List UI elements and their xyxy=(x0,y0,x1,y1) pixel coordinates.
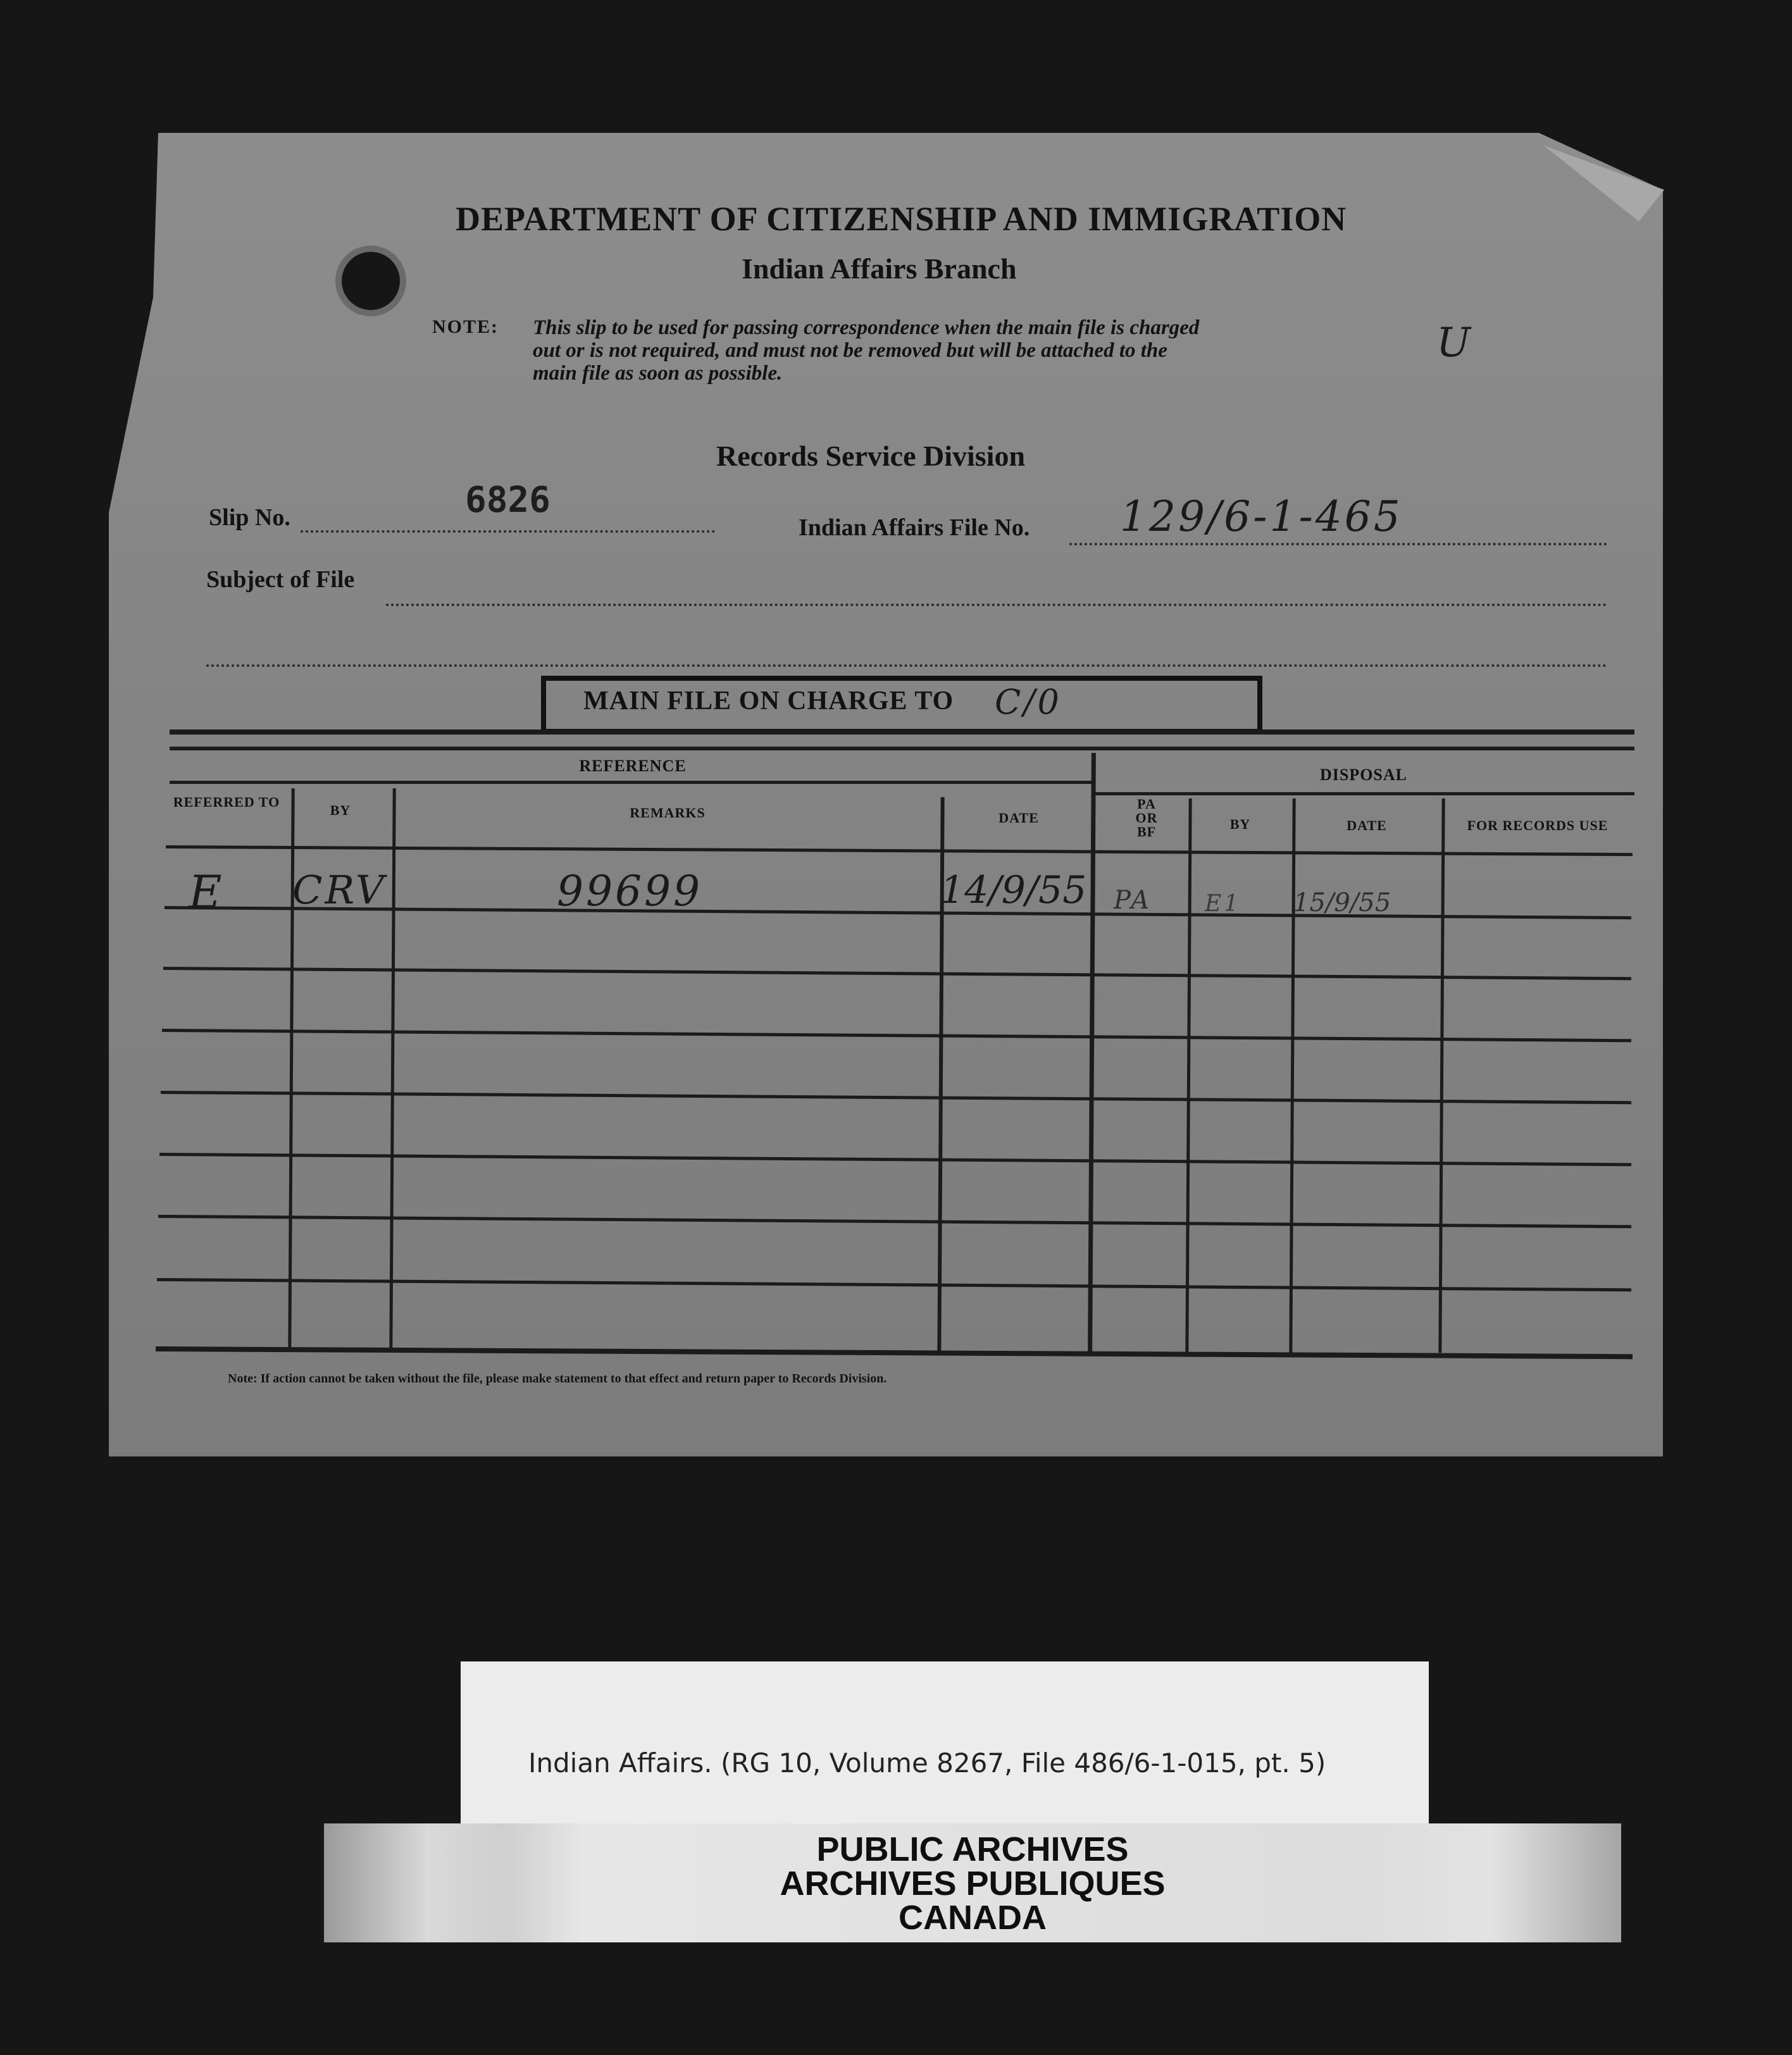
stamp-line-3: CANADA xyxy=(899,1899,1047,1937)
cell-remarks: 99699 xyxy=(557,867,702,916)
archive-reference-text: Indian Affairs. (RG 10, Volume 8267, File 486/6-1-015, pt. 5) xyxy=(528,1748,1326,1779)
department-title: DEPARTMENT OF CITIZENSHIP AND IMMIGRATION xyxy=(456,200,1347,238)
branch-title: Indian Affairs Branch xyxy=(742,252,1017,285)
note-line: This slip to be used for passing correspondence when the main file is charged xyxy=(533,316,1200,339)
charge-label: MAIN FILE ON CHARGE TO xyxy=(583,686,954,716)
reference-group-header: REFERENCE xyxy=(579,757,687,775)
cell-date: 14/9/55 xyxy=(940,868,1087,912)
margin-mark: U xyxy=(1436,320,1473,366)
archive-reference-card xyxy=(461,1661,1429,1827)
subject-dots-2 xyxy=(206,664,1607,667)
column-header-date: DATE xyxy=(999,810,1039,826)
table-top-rule-2 xyxy=(170,747,1634,750)
column-header-referred-to: REFERRED TO xyxy=(173,794,280,810)
footer-note: Note: If action cannot be taken without the file, please make statement to that effect and return paper to Records Division. xyxy=(228,1372,887,1386)
file-no-dots xyxy=(1069,543,1607,545)
column-header-records-use: FOR RECORDS USE xyxy=(1467,817,1608,833)
note-text xyxy=(533,316,1419,385)
table-top-rule xyxy=(170,729,1634,735)
subject-dots-1 xyxy=(386,604,1607,606)
note-line: out or is not required, and must not be removed but will be attached to the xyxy=(533,339,1167,362)
file-no-value: 129/6-1-465 xyxy=(1120,492,1403,541)
column-header-pa-or-bf: PA OR BF xyxy=(1135,796,1158,840)
slip-no-value: 6826 xyxy=(465,480,551,521)
punch-hole xyxy=(342,252,400,310)
cell-by: CRV xyxy=(292,867,387,913)
cell-disposal-by: E1 xyxy=(1205,891,1241,917)
column-header-by: BY xyxy=(330,802,351,818)
note-line: main file as soon as possible. xyxy=(533,362,783,385)
subject-label: Subject of File xyxy=(206,566,355,593)
cell-referred-to: E xyxy=(189,866,225,919)
slip-no-label: Slip No. xyxy=(209,504,290,531)
note-label: NOTE: xyxy=(432,316,499,337)
disposal-group-header: DISPOSAL xyxy=(1319,766,1408,784)
column-header-remarks: REMARKS xyxy=(630,805,706,821)
cell-disposal-date: 15/9/55 xyxy=(1293,888,1391,917)
charge-value: C/0 xyxy=(995,682,1062,722)
division-title: Records Service Division xyxy=(716,440,1026,472)
group-rule-right xyxy=(1095,792,1634,795)
column-header-disposal-by: BY xyxy=(1229,816,1251,832)
stamp-line-1: PUBLIC ARCHIVES xyxy=(816,1830,1129,1868)
cell-pa-or-bf: PA xyxy=(1114,886,1152,915)
stamp-line-2: ARCHIVES PUBLIQUES xyxy=(780,1865,1166,1903)
group-rule-left xyxy=(170,781,1095,784)
column-header-disposal-date: DATE xyxy=(1347,817,1387,833)
slip-no-dots xyxy=(301,530,715,533)
file-no-label: Indian Affairs File No. xyxy=(799,514,1030,541)
